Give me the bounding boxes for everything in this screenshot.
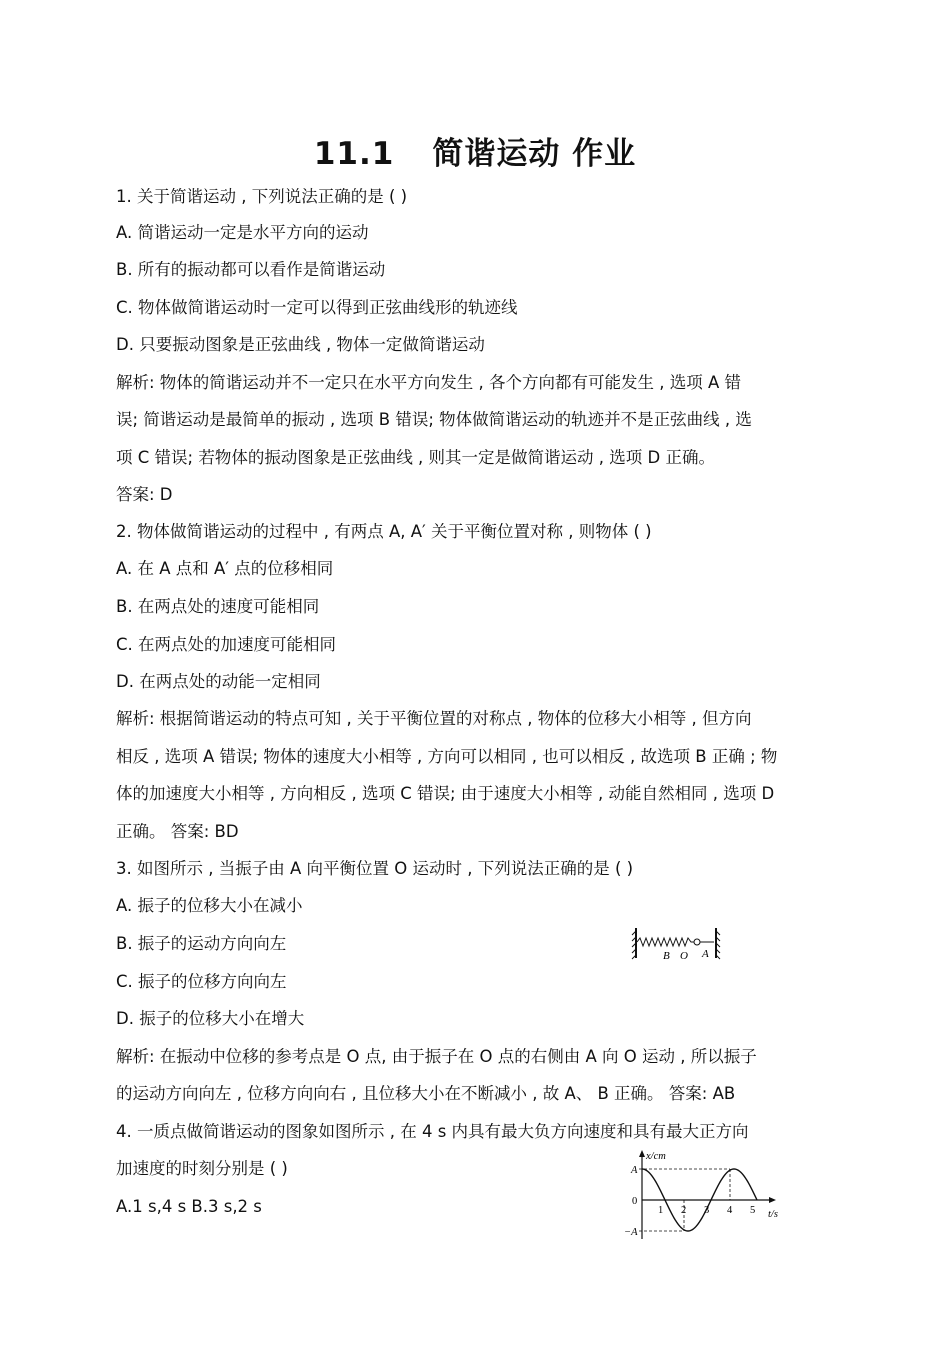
page-title (0, 128, 950, 173)
text-line: C. 振子的位移方向向左 (116, 972, 287, 991)
text-line: 答案: D (116, 485, 173, 504)
text-line: 解析: 在振动中位移的参考点是 O 点, 由于振子在 O 点的右侧由 A 向 O 运动 , 所以振子 (116, 1047, 757, 1066)
text-line: 3. 如图所示 , 当振子由 A 向平衡位置 O 运动时 , 下列说法正确的是 ( ) (116, 859, 634, 878)
text-line: C. 物体做简谐运动时一定可以得到正弦曲线形的轨迹线 (116, 298, 518, 317)
text-line: 4. 一质点做简谐运动的图象如图所示 , 在 4 s 内具有最大负方向速度和具有最大正方向 (116, 1122, 749, 1141)
y-tick-neg-a: −A (624, 1227, 638, 1238)
y-axis-label: x/cm (646, 1151, 666, 1162)
spring (637, 938, 694, 946)
label-a: A (702, 948, 709, 960)
text-line: 加速度的时刻分别是 ( ) (116, 1159, 288, 1178)
text-line: C. 在两点处的加速度可能相同 (116, 635, 337, 654)
text-line: 项 C 错误; 若物体的振动图象是正弦曲线 , 则其一定是做简谐运动 , 选项 D 正确。 (116, 448, 715, 467)
text-line: 解析: 根据简谐运动的特点可知 , 关于平衡位置的对称点 , 物体的位移大小相等 , 但方向 (116, 709, 752, 728)
text-line: D. 只要振动图象是正弦曲线 , 物体一定做简谐运动 (116, 335, 485, 354)
text-line: A. 在 A 点和 A′ 点的位移相同 (116, 559, 334, 578)
label-b: B (663, 950, 670, 962)
text-line: 解析: 物体的简谐运动并不一定只在水平方向发生 , 各个方向都有可能发生 , 选项 A 错 (116, 373, 742, 392)
title-text: 简谐运动 作业 (432, 136, 637, 172)
text-line: B. 在两点处的速度可能相同 (116, 597, 320, 616)
x-tick-2: 2 (681, 1205, 687, 1216)
text-line: 相反 , 选项 A 错误; 物体的速度大小相等 , 方向可以相同 , 也可以相反 , 故选项 B 正确 ; 物 (116, 747, 778, 766)
text-line: 正确。 答案: BD (116, 822, 239, 841)
text-line: 体的加速度大小相等 , 方向相反 , 选项 C 错误; 由于速度大小相等 , 动能自然相同 , 选项 D (116, 784, 775, 803)
right-wall (716, 928, 720, 959)
oscillator-ball (694, 939, 700, 945)
text-line: 2. 物体做简谐运动的过程中 , 有两点 A, A′ 关于平衡位置对称 , 则物体 ( ) (116, 522, 652, 541)
text-line: A. 振子的位移大小在减小 (116, 896, 303, 915)
title-number: 11.1 (313, 136, 395, 172)
x-tick-4: 4 (727, 1205, 733, 1216)
x-tick-5: 5 (750, 1205, 756, 1216)
x-tick-3: 3 (704, 1205, 710, 1216)
spring-oscillator-figure (630, 925, 725, 967)
displacement-time-graph (622, 1147, 792, 1243)
text-line: B. 振子的运动方向向左 (116, 934, 287, 953)
x-tick-1: 1 (658, 1205, 664, 1216)
x-axis-label: t/s (768, 1209, 778, 1220)
text-line: 误; 简谐运动是最简单的振动 , 选项 B 错误; 物体做简谐运动的轨迹并不是正弦曲线 , 选 (116, 410, 752, 429)
left-wall (632, 928, 636, 959)
y-tick-0: 0 (632, 1196, 638, 1207)
label-o: O (680, 950, 688, 962)
text-line: A.1 s,4 s B.3 s,2 s (116, 1197, 262, 1216)
text-line: D. 振子的位移大小在增大 (116, 1009, 305, 1028)
text-line: B. 所有的振动都可以看作是简谐运动 (116, 260, 386, 279)
text-line: 的运动方向向左 , 位移方向向右 , 且位移大小在不断减小 , 故 A、 B 正确。 答案: AB (116, 1084, 736, 1103)
text-line: A. 简谐运动一定是水平方向的运动 (116, 223, 369, 242)
y-tick-a: A (631, 1165, 638, 1176)
text-line: 1. 关于简谐运动 , 下列说法正确的是 ( ) (116, 187, 408, 206)
text-line: D. 在两点处的动能一定相同 (116, 672, 321, 691)
